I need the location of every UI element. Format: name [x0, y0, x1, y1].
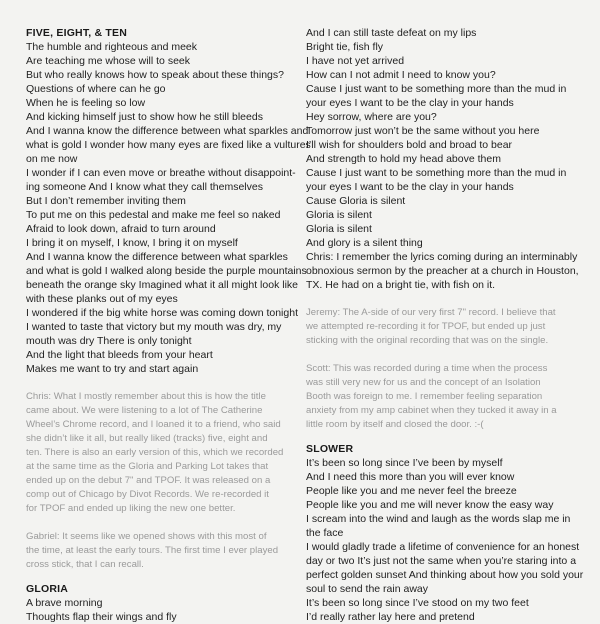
lyric-line: on me now — [26, 153, 78, 165]
note-line: anxiety from my amp cabinet when they tucked it away in a — [306, 405, 557, 416]
lyric-line: I wanted to taste that victory but my mouth was dry, my — [26, 321, 282, 333]
lyric-line: And the light that bleeds from your heart — [26, 349, 213, 361]
lyric-line: I’d really rather lay here and pretend — [306, 611, 475, 623]
spacer — [306, 348, 588, 362]
spacer — [26, 572, 308, 582]
lyric-line: beneath the orange sky Imagined what it all might look like — [26, 279, 298, 291]
note-line: Wheel’s Chrome record, and I loaned it to a friend, who said — [26, 419, 281, 430]
gabriel-note — [26, 530, 308, 572]
lyric-line: People like you and me never feel the breeze — [306, 485, 517, 497]
lyric-line: People like you and me will never know the easy way — [306, 499, 554, 511]
note-line: was still very new for us and the concept of an Isolation — [306, 377, 541, 388]
note-line: Chris: What I mostly remember about this is how the title — [26, 391, 266, 402]
lyric-line: day or two It’s just not the same when you’re staring into a — [306, 555, 577, 567]
lyric-line: Gloria is silent — [306, 209, 372, 221]
lyric-line: And I wanna know the difference between what sparkles and — [26, 125, 309, 137]
lyric-line: The humble and righteous and meek — [26, 41, 198, 53]
lyric-line: Cause I just want to be something more than the mud in — [306, 83, 567, 95]
lyric-line: To put me on this pedestal and make me feel so naked — [26, 209, 281, 221]
lyric-line: ing someone And I know what they call themselves — [26, 181, 263, 193]
note-line: the time, at least the early tours. The first time I ever played — [26, 545, 279, 556]
lyric-line: And kicking himself just to show how he still bleeds — [26, 111, 263, 123]
note-line: comp out of Chicago by Divot Records. We re-recorded it — [26, 489, 269, 500]
lyric-line: the face — [306, 527, 344, 539]
lyric-line: Cause I just want to be something more than the mud in — [306, 167, 567, 179]
lyric-line: obnoxious sermon by the preacher at a church in Houston, — [306, 265, 579, 277]
lyric-line: A brave morning — [26, 597, 103, 609]
note-line: at the same time as the Gloria and Parking Lot takes that — [26, 461, 269, 472]
spacer — [26, 376, 308, 390]
note-line: she didn’t like it all, but really liked (tracks) five, eight and — [26, 433, 268, 444]
lyric-line: Bright tie, fish fly — [306, 41, 384, 53]
spacer — [26, 516, 308, 530]
note-line: cross stick, that I can recall. — [26, 559, 144, 570]
lyric-line: How can I not admit I need to know you? — [306, 69, 496, 81]
lyric-line: I have not yet arrived — [306, 55, 405, 67]
lyric-line: your eyes I want to be the clay in your hands — [306, 97, 514, 109]
lyric-line: Gloria is silent — [306, 223, 372, 235]
song-title-slower: SLOWER — [306, 443, 354, 455]
scott-note — [306, 362, 588, 432]
lyric-line: I’ll wish for shoulders bold and broad to bear — [306, 139, 513, 151]
lyric-line: what is gold I wonder how many eyes are fixed like a vultures — [26, 139, 311, 151]
lyric-line: I would gladly trade a lifetime of convenience for an honest — [306, 541, 580, 553]
lyric-line: Chris: I remember the lyrics coming during an interminably — [306, 251, 578, 263]
lyric-line: It’s been so long since I’ve been by myself — [306, 457, 503, 469]
lyric-line: with these planks out of my eyes — [26, 293, 178, 305]
song-title-five-eight-ten: FIVE, EIGHT, & TEN — [26, 27, 128, 39]
lyrics-gloria-continued — [306, 26, 588, 292]
lyric-line: soul to send the rain away — [306, 583, 428, 595]
lyric-line: And I can still taste defeat on my lips — [306, 27, 477, 39]
lyric-line: perfect golden sunset And thinking about how you sold your — [306, 569, 584, 581]
lyric-line: I wondered if the big white horse was coming down tonight — [26, 307, 298, 319]
lyric-line: When he is feeling so low — [26, 97, 146, 109]
song-title-gloria: GLORIA — [26, 583, 69, 595]
note-line: little room by itself and closed the door. :-( — [306, 419, 484, 430]
lyric-line: Thoughts flap their wings and fly — [26, 611, 177, 623]
note-line: ended up on the debut 7" and TPOF. It was released on a — [26, 475, 271, 486]
note-line: came about. We were listening to a lot of The Catherine — [26, 405, 263, 416]
note-line: sticking with the original recording that was on the single. — [306, 335, 549, 346]
lyric-line: I scream into the wind and laugh as the words slap me in — [306, 513, 571, 525]
spacer — [306, 292, 588, 306]
lyric-line: Hey sorrow, where are you? — [306, 111, 437, 123]
note-line: Scott: This was recorded during a time when the process — [306, 363, 548, 374]
chris-note — [26, 390, 308, 516]
lyric-line: It’s been so long since I’ve stood on my two feet — [306, 597, 529, 609]
note-line: we attempted re-recording it for TPOF, but ended up just — [306, 321, 546, 332]
lyric-line: But I don’t remember inviting them — [26, 195, 186, 207]
lyric-line: Tomorrow just won’t be the same without you here — [306, 125, 540, 137]
lyric-line: your eyes I want to be the clay in your hands — [306, 181, 514, 193]
lyric-line: I wonder if I can even move or breathe without disappoint- — [26, 167, 296, 179]
lyric-line: I bring it on myself, I know, I bring it on myself — [26, 237, 238, 249]
spacer — [306, 432, 588, 442]
lyric-line: Afraid to look down, afraid to turn around — [26, 223, 216, 235]
lyric-line: Cause Gloria is silent — [306, 195, 406, 207]
lyric-line: TX. He had on a bright tie, with fish on it. — [306, 279, 496, 291]
lyrics-slower — [306, 456, 588, 624]
lyric-line: But who really knows how to speak about these things? — [26, 69, 284, 81]
lyric-line: And I wanna know the difference between what sparkles — [26, 251, 288, 263]
left-column — [26, 26, 311, 624]
note-line: Booth was foreign to me. I remember feeling separation — [306, 391, 543, 402]
lyric-line: Makes me want to try and start again — [26, 363, 199, 375]
lyric-line: Are teaching me whose will to seek — [26, 55, 190, 67]
right-column — [306, 26, 588, 624]
lyrics-gloria — [26, 596, 308, 624]
lyric-line: and what is gold I walked along beside the purple mountains — [26, 265, 307, 277]
note-line: Jeremy: The A-side of our very first 7" record. I believe that — [306, 307, 556, 318]
lyric-line: mouth was dry There is only tonight — [26, 335, 192, 347]
lyric-line: And I need this more than you will ever know — [306, 471, 515, 483]
lyrics-five-eight-ten — [26, 40, 311, 376]
note-line: for TPOF and ended up liking the new one better. — [26, 503, 236, 514]
lyric-line: Questions of where can he go — [26, 83, 166, 95]
note-line: ten. There is also an early version of this, which we recorded — [26, 447, 284, 458]
lyric-line: And glory is a silent thing — [306, 237, 423, 249]
note-line: Gabriel: It seems like we opened shows with this most of — [26, 531, 267, 542]
lyric-line: And strength to hold my head above them — [306, 153, 501, 165]
jeremy-note — [306, 306, 588, 348]
